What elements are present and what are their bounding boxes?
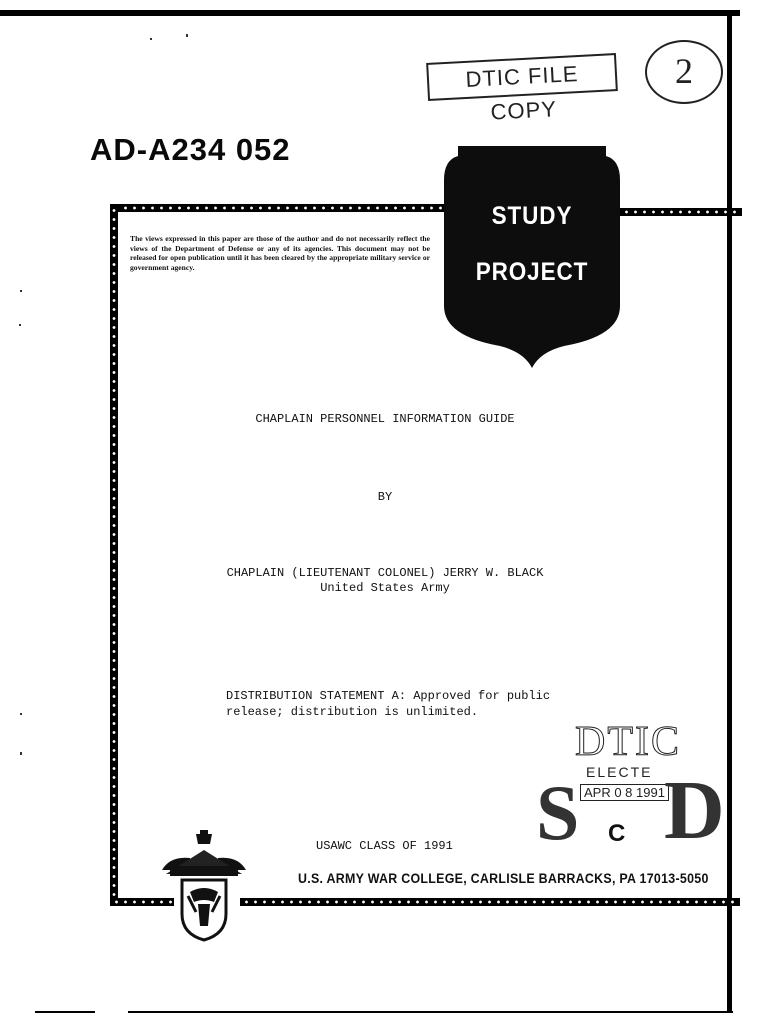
document-title: CHAPLAIN PERSONNEL INFORMATION GUIDE — [255, 412, 515, 426]
dtic-stamp-letter-d: D — [664, 764, 725, 857]
scan-speck — [19, 324, 21, 326]
dtic-stamp-word: DTIC — [575, 719, 681, 765]
page-bottom-rule — [128, 1011, 733, 1013]
college-address: U.S. ARMY WAR COLLEGE, CARLISLE BARRACKS, PA 17013-5050 — [298, 871, 709, 886]
author-block — [0, 566, 770, 596]
army-war-college-crest-icon — [160, 830, 248, 942]
scan-speck — [20, 752, 22, 755]
frame-border-top-left — [110, 204, 454, 212]
scan-speck — [20, 290, 22, 292]
frame-border-bottom-right — [240, 898, 740, 906]
shield-label-line1: STUDY — [491, 202, 573, 230]
scan-speck — [20, 713, 22, 715]
shield-label-line2: PROJECT — [475, 258, 589, 286]
by-line: BY — [377, 490, 393, 504]
distribution-line2: release; distribution is unlimited. — [226, 705, 479, 719]
dtic-stamp-letter-c: C — [608, 820, 626, 847]
distribution-line1: DISTRIBUTION STATEMENT A: Approved for public — [226, 689, 551, 703]
handwritten-circled-number: 2 — [645, 40, 723, 104]
shield-label — [453, 188, 611, 300]
disclaimer-text: The views expressed in this paper are those of the author and do not necessarily reflect the views of the Department of Defense or any of its agencies. This document may not be released for open publication until it has been cleared by the appropriate military service or government agency. — [130, 234, 430, 272]
page-top-rule — [0, 10, 740, 16]
author-affiliation: United States Army — [320, 581, 450, 595]
scan-speck — [150, 38, 152, 40]
scan-speck — [186, 34, 188, 37]
frame-border-top-right — [620, 208, 742, 216]
page-right-rule — [727, 10, 732, 1013]
distribution-statement — [226, 688, 550, 720]
accession-number: AD-A234 052 — [90, 132, 291, 167]
dtic-stamp-date: APR 0 8 1991 — [580, 784, 669, 801]
dtic-stamp-letter-s: S — [536, 769, 580, 856]
page-bottom-rule-short — [35, 1011, 95, 1013]
author-name: CHAPLAIN (LIEUTENANT COLONEL) JERRY W. BLACK — [226, 566, 544, 580]
class-line: USAWC CLASS OF 1991 — [316, 839, 453, 853]
dtic-file-copy-stamp: DTIC FILE COPY — [426, 53, 618, 101]
dtic-stamp-status: ELECTE — [586, 764, 653, 780]
frame-border-left — [110, 204, 118, 902]
